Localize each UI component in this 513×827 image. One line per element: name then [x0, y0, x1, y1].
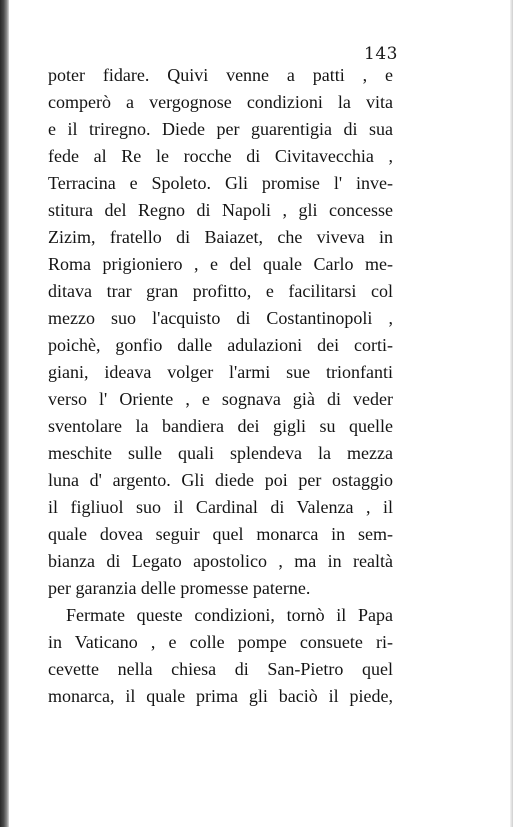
text-line: ditava trar gran profitto, e facilitarsi col: [48, 281, 393, 301]
text-line: quale dovea seguir quel monarca in sem-: [48, 524, 393, 544]
text-line: cevette nella chiesa di San-Pietro quel: [48, 659, 393, 679]
text-line: poichè, gonfio dalle adulazioni dei corti-: [48, 335, 393, 355]
text-line: giani, ideava volger l'armi sue trionfanti: [48, 362, 393, 382]
paragraph-start-line: Fermate queste condizioni, tornò il Papa: [66, 605, 393, 625]
text-line: monarca, il quale prima gli baciò il piede,: [48, 686, 393, 706]
text-line: sventolare la bandiera dei gigli su quelle: [48, 416, 393, 436]
text-line: poter fidare. Quivi venne a patti , e: [48, 65, 393, 85]
text-line: comperò a vergognose condizioni la vita: [48, 92, 393, 112]
text-line: il figliuol suo il Cardinal di Valenza , il: [48, 497, 393, 517]
text-line: fede al Re le rocche di Civitavecchia ,: [48, 146, 393, 166]
text-line: in Vaticano , e colle pompe consuete ri-: [48, 632, 393, 652]
text-line: Roma prigioniero , e del quale Carlo me-: [48, 254, 393, 274]
page-number: 143: [364, 44, 398, 64]
text-line: stitura del Regno di Napoli , gli concesse: [48, 200, 393, 220]
text-line: luna d' argento. Gli diede poi per ostaggio: [48, 470, 393, 490]
text-line: Terracina e Spoleto. Gli promise l' inve-: [48, 173, 393, 193]
text-line: bianza di Legato apostolico , ma in realtà: [48, 551, 393, 571]
body-text: [48, 62, 393, 710]
text-line: Zizim, fratello di Baiazet, che viveva in: [48, 227, 393, 247]
text-line: mezzo suo l'acquisto di Costantinopoli ,: [48, 308, 393, 328]
text-line: verso l' Oriente , e sognava già di veder: [48, 389, 393, 409]
text-line: e il triregno. Diede per guarentigia di sua: [48, 119, 393, 139]
book-spine-shadow: [0, 0, 9, 827]
text-line: meschite sulle quali splendeva la mezza: [48, 443, 393, 463]
paragraph-end-line: per garanzia delle promesse paterne.: [48, 578, 311, 598]
